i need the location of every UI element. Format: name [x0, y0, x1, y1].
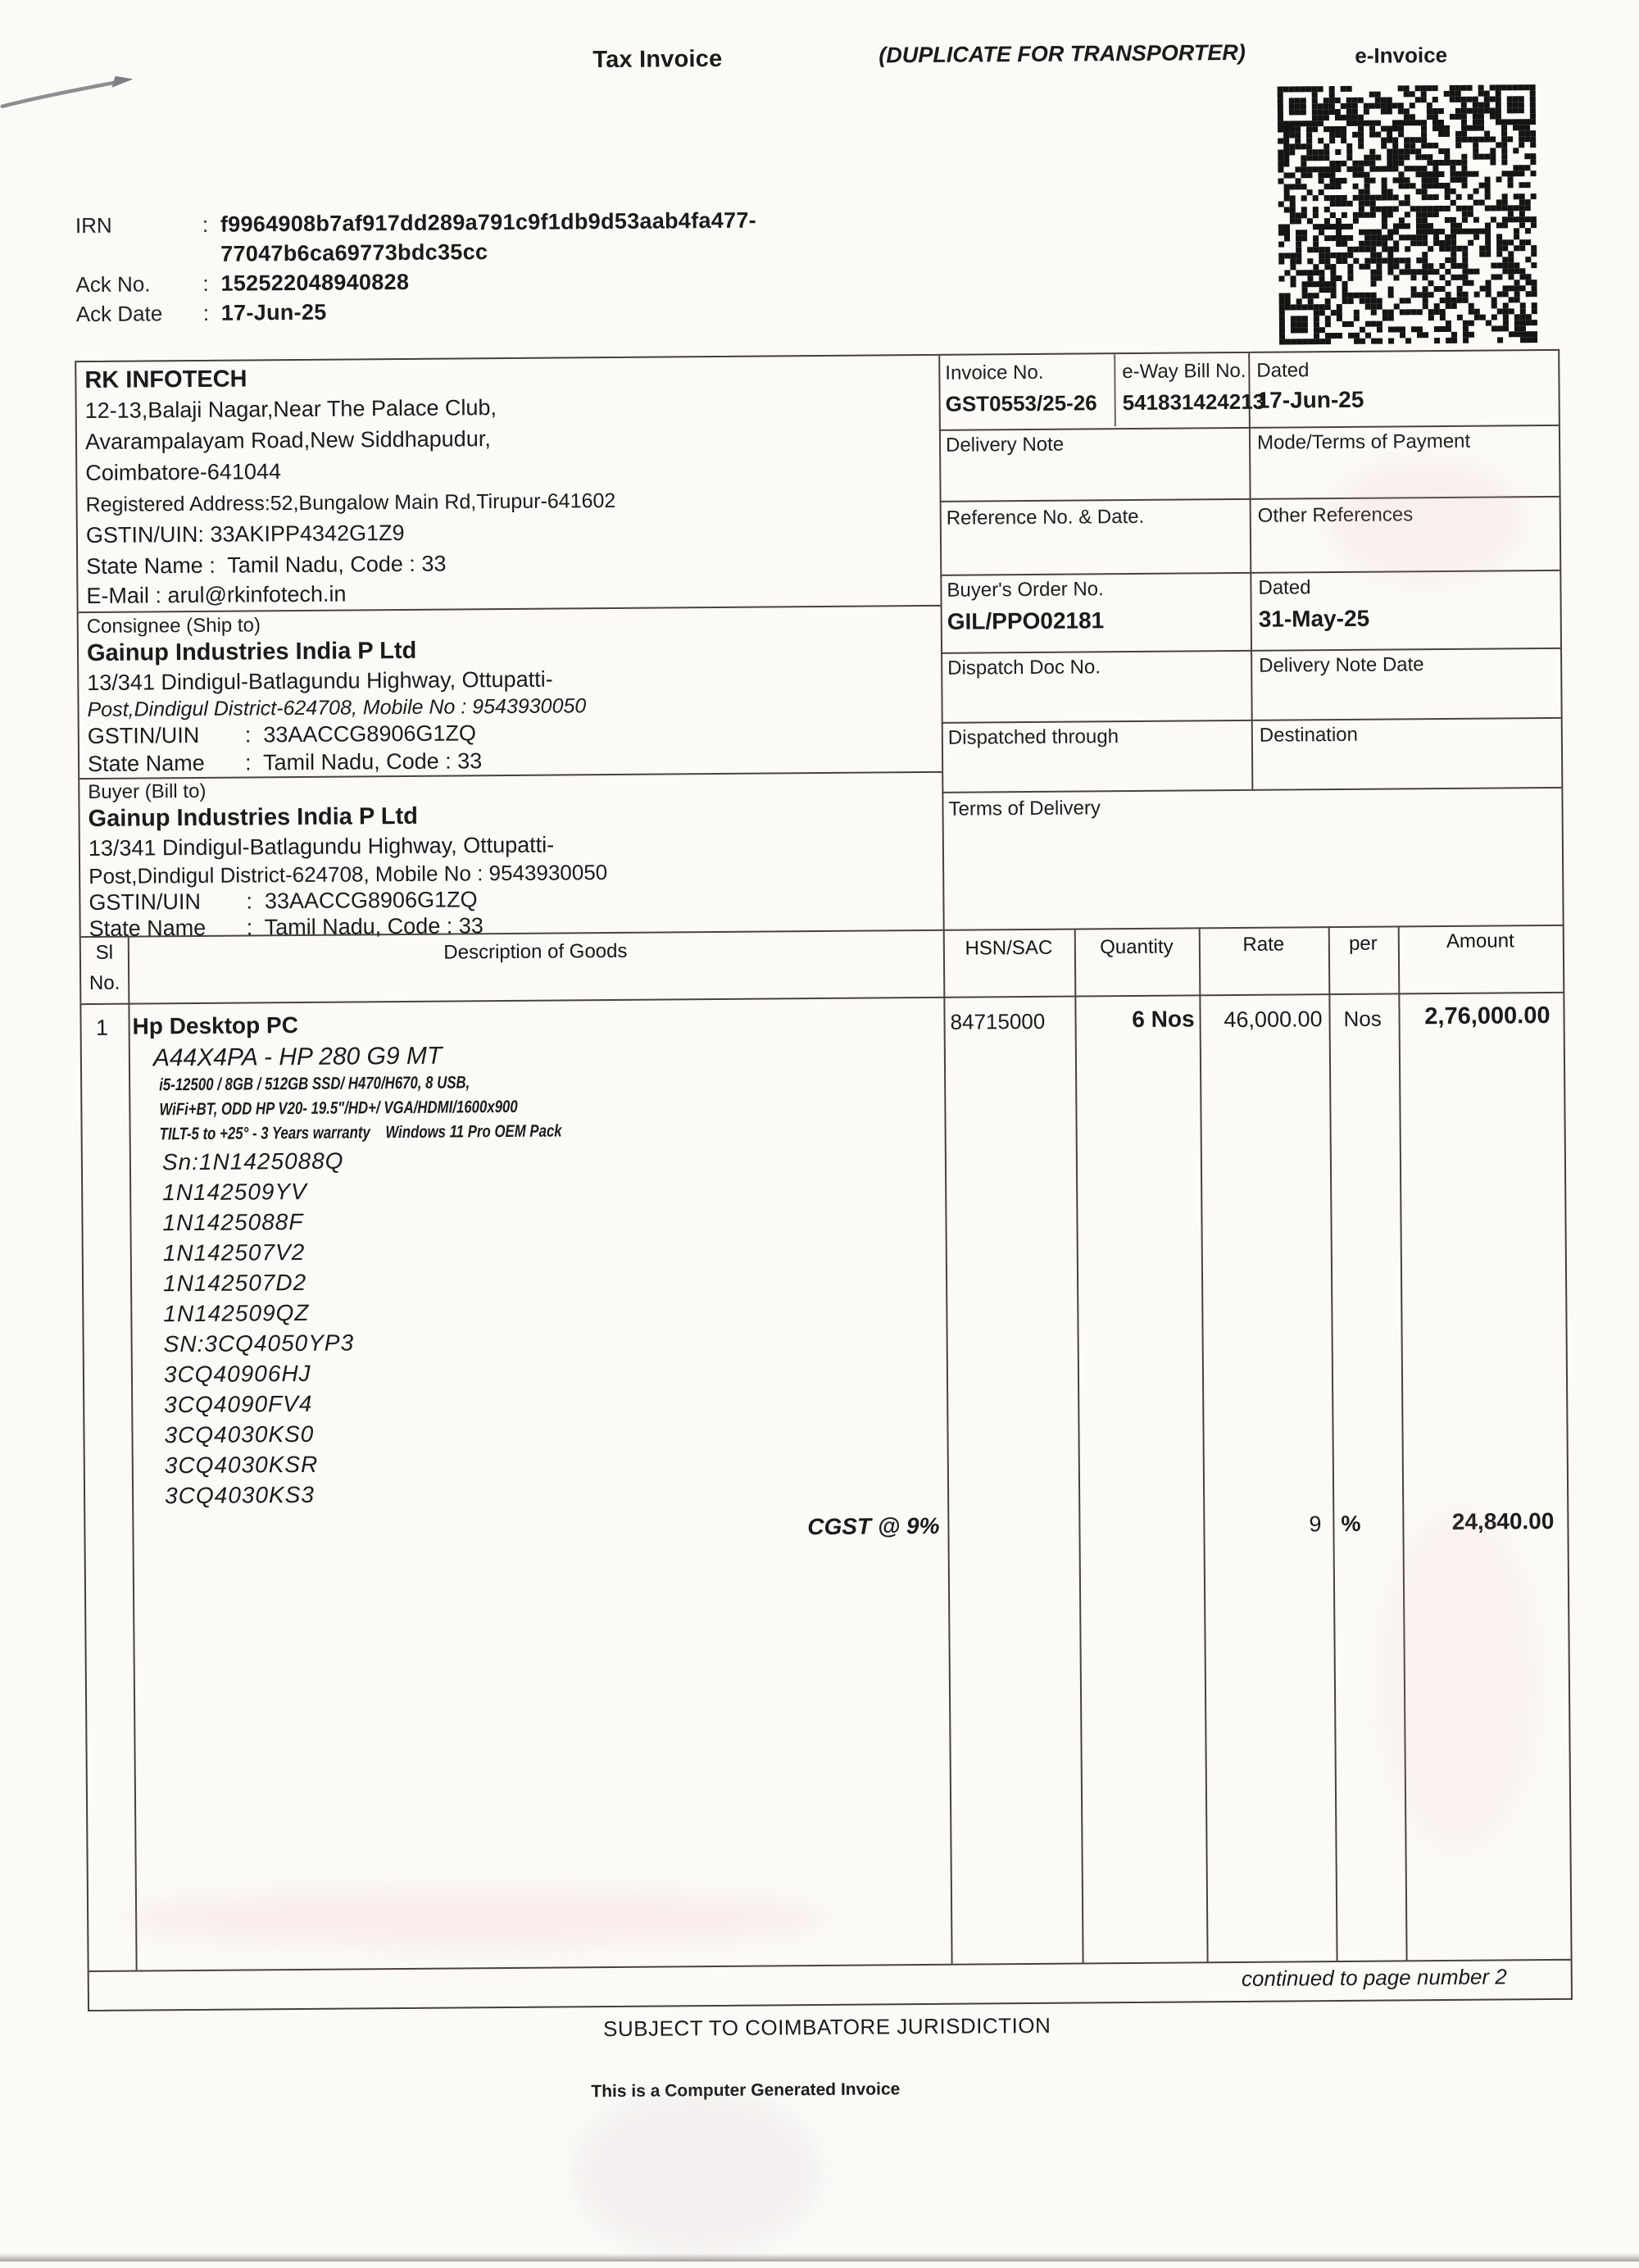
invoice-no-label: Invoice No. — [945, 361, 1044, 384]
serial-number: 1N142507V2 — [162, 1239, 306, 1266]
consignee-gstin-row — [79, 720, 476, 749]
einvoice-label: e-Invoice — [1355, 42, 1448, 68]
serial-number: Sn:1N1425088Q — [161, 1148, 344, 1175]
seller-gstin: GSTIN/UIN: 33AKIPP4342G1Z9 — [85, 520, 405, 548]
buyer-state-row — [81, 913, 484, 942]
buyer-state-value: : Tamil Nadu, Code : 33 — [246, 913, 484, 940]
other-references-label: Other References — [1257, 503, 1414, 527]
serial-number: 3CQ4030KSR — [164, 1451, 319, 1479]
document-title: Tax Invoice — [592, 45, 723, 74]
item-name: Hp Desktop PC — [132, 1011, 298, 1039]
qr-code — [1278, 84, 1537, 344]
dated-label: Dated — [1256, 359, 1310, 382]
item-sl: 1 — [95, 1015, 109, 1040]
item-per: Nos — [1343, 1006, 1382, 1031]
item-rate: 46,000.00 — [1224, 1007, 1323, 1033]
terms-of-delivery-label: Terms of Delivery — [948, 797, 1101, 820]
dispatched-through-label: Dispatched through — [947, 725, 1119, 749]
tax-amount: 24,840.00 — [1451, 1507, 1555, 1534]
continued-note: continued to page number 2 — [1241, 1964, 1507, 1991]
scan-edge — [0, 2253, 1639, 2261]
col-rate: Rate — [1242, 933, 1285, 956]
serial-number: 3CQ4030KS3 — [164, 1481, 316, 1509]
buyer-gstin-value: : 33AACCG8906G1ZQ — [246, 887, 478, 914]
eway-bill-value: 541831424213 — [1122, 389, 1265, 416]
buyer-name: Gainup Industries India P Ltd — [88, 802, 419, 832]
irn-value — [220, 206, 757, 269]
dated-value: 17-Jun-25 — [1256, 386, 1364, 413]
col-hsn: HSN/SAC — [965, 936, 1053, 960]
consignee-gstin-value: : 33AACCG8906G1ZQ — [244, 720, 477, 748]
serial-number: 1N142509QZ — [163, 1299, 310, 1327]
col-description: Description of Goods — [443, 939, 628, 964]
buyer-gstin-label: GSTIN/UIN — [89, 889, 202, 915]
ack-no-row — [75, 267, 409, 299]
irn-value-line2: 77047b6ca69773bdc35cc — [220, 239, 488, 266]
consignee-state-label: State Name — [87, 750, 205, 777]
serial-number: 3CQ4090FV4 — [164, 1390, 313, 1418]
irn-label: IRN — [75, 212, 112, 239]
dispatch-doc-label: Dispatch Doc No. — [947, 656, 1101, 679]
invoice-no-value: GST0553/25-26 — [945, 390, 1097, 416]
serial-number: 3CQ4030KS0 — [164, 1420, 315, 1448]
serial-number: 1N1425088F — [162, 1208, 304, 1236]
serial-number: 1N142509YV — [162, 1178, 307, 1206]
buyer-state-label: State Name — [89, 915, 207, 941]
consignee-address-line1: 13/341 Dindigul-Batlagundu Highway, Ottupatti- — [87, 666, 553, 696]
tax-per: % — [1341, 1511, 1361, 1537]
colon: : — [202, 270, 209, 296]
colon: : — [202, 211, 209, 237]
serial-number: 3CQ40906HJ — [163, 1360, 311, 1388]
serial-number: SN:3CQ4050YP3 — [163, 1329, 355, 1357]
buyers-order-dated-label: Dated — [1258, 576, 1311, 599]
destination-label: Destination — [1259, 723, 1359, 747]
seller-name: RK INFOTECH — [84, 366, 247, 394]
pen-mark — [0, 54, 173, 130]
buyers-order-value: GIL/PPO02181 — [947, 607, 1105, 634]
buyer-address-line2: Post,Dindigul District-624708, Mobile No : 9543930050 — [89, 860, 608, 889]
delivery-note-date-label: Delivery Note Date — [1259, 653, 1424, 677]
ack-date-value: 17-Jun-25 — [220, 299, 327, 325]
item-spec-lines — [159, 1070, 662, 1148]
tax-rate: 9 — [1309, 1511, 1322, 1537]
seller-email: E-Mail : arul@rkinfotech.in — [86, 581, 347, 609]
spec-line: i5-12500 / 8GB / 512GB SSD/ H470/H670, 8 USB, — [159, 1073, 470, 1095]
item-model: A44X4PA - HP 280 G9 MT — [152, 1042, 443, 1072]
item-quantity: 6 Nos — [1132, 1006, 1195, 1033]
computer-generated-note: This is a Computer Generated Invoice — [591, 2079, 901, 2102]
seller-address-line: Coimbatore-641044 — [85, 459, 282, 486]
col-amount: Amount — [1446, 929, 1514, 952]
consignee-state-row — [79, 748, 482, 777]
item-serial-numbers — [162, 1145, 356, 1511]
eway-bill-label: e-Way Bill No. — [1122, 359, 1246, 384]
serial-number: 1N142507D2 — [162, 1269, 307, 1297]
seller-address-line: Avarampalayam Road,New Siddhapudur, — [84, 426, 491, 455]
spec-line: WiFi+BT, ODD HP V20- 19.5"/HD+/ VGA/HDMI/1600x900 — [159, 1097, 518, 1120]
buyers-order-label: Buyer's Order No. — [947, 578, 1104, 602]
copy-type-label: (DUPLICATE FOR TRANSPORTER) — [879, 39, 1246, 68]
buyer-section-label: Buyer (Bill to) — [88, 779, 207, 804]
seller-state: State Name : Tamil Nadu, Code : 33 — [86, 551, 447, 579]
tax-label: CGST @ 9% — [807, 1512, 940, 1540]
invoice-body — [75, 349, 1573, 2011]
colon: : — [202, 300, 210, 325]
consignee-address-line2: Post,Dindigul District-624708, Mobile No : 9543930050 — [87, 694, 587, 722]
col-no: No. — [89, 971, 120, 994]
consignee-state-value: : Tamil Nadu, Code : 33 — [244, 748, 483, 775]
spec-line: TILT-5 to +25° - 3 Years warranty Windows 11 Pro OEM Pack — [159, 1121, 562, 1144]
buyer-gstin-row — [80, 887, 477, 916]
jurisdiction-note: SUBJECT TO COIMBATORE JURISDICTION — [602, 2012, 1051, 2042]
col-sl: Sl — [95, 941, 114, 964]
payment-mode-label: Mode/Terms of Payment — [1256, 430, 1471, 454]
irn-row — [75, 206, 757, 270]
item-hsn: 84715000 — [950, 1008, 1046, 1034]
reference-label: Reference No. & Date. — [946, 505, 1145, 530]
ack-no-value: 152522048940828 — [220, 269, 410, 296]
seller-registered-address: Registered Address:52,Bungalow Main Rd,Tirupur-641602 — [85, 489, 616, 517]
seller-address-line: 12-13,Balaji Nagar,Near The Palace Club, — [84, 395, 497, 424]
consignee-name: Gainup Industries India P Ltd — [86, 637, 417, 667]
buyer-address-line1: 13/341 Dindigul-Batlagundu Highway, Ottupatti- — [88, 832, 555, 861]
irn-value-line1: f9964908b7af917dd289a791c9f1db9d53aab4fa477- — [220, 207, 757, 237]
consignee-section-label: Consignee (Ship to) — [86, 614, 261, 639]
col-quantity: Quantity — [1100, 935, 1174, 959]
ack-date-row — [76, 298, 327, 329]
item-amount: 2,76,000.00 — [1424, 1002, 1550, 1030]
consignee-gstin-label: GSTIN/UIN — [87, 722, 200, 749]
col-per: per — [1348, 932, 1378, 955]
ack-no-label: Ack No. — [75, 271, 151, 298]
buyers-order-dated-value: 31-May-25 — [1258, 605, 1370, 632]
delivery-note-label: Delivery Note — [945, 433, 1065, 457]
ack-date-label: Ack Date — [75, 301, 163, 327]
